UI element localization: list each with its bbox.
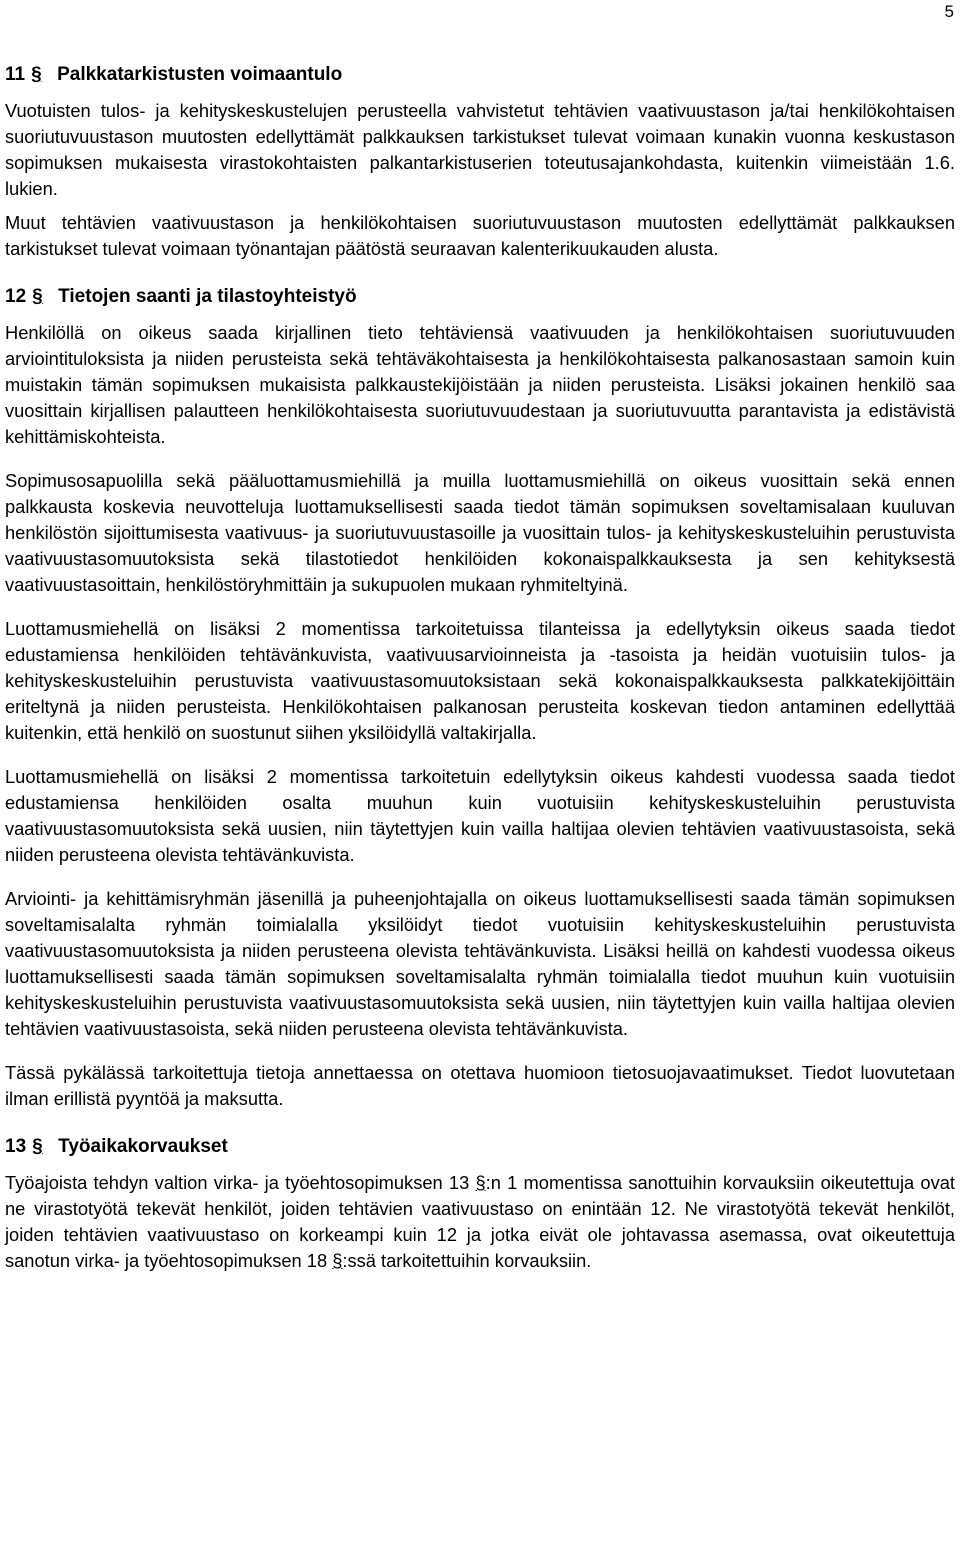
text-run: :ssä tarkoitettuihin korvauksiin. (342, 1250, 592, 1271)
paragraph: Sopimusosapuolilla sekä pääluottamusmiehillä ja muilla luottamusmiehillä on oikeus vuosittain sekä ennen palkkausta koskevia neuvotteluja luottamuksellisesti saada tiedot tämän sopimuksen soveltamisalaan kuuluvan henkilöstön sijoittumisesta vaativuus- ja suoriutuvuustasoille ja vuosittain tulos- ja kehityskeskusteluihin perustuvista vaativuustasomuutoksista sekä tilastotiedot henkilöiden kokonaispalkkauksesta ja sen kehityksestä vaativuustasoittain, henkilöstöryhmittäin ja sukupuolen mukaan ryhmiteltyinä. (5, 470, 955, 595)
section-symbol: § (475, 1172, 486, 1193)
section-number: 11 (5, 64, 26, 85)
section-title: Tietojen saanti ja tilastoyhteistyö (58, 286, 357, 307)
section-symbol: § (332, 1250, 343, 1271)
paragraph: Vuotuisten tulos- ja kehityskeskustelujen perusteella vahvistetut tehtävien vaativuustason ja/tai henkilökohtaisen suoriutuvuustason muutosten edellyttämät palkkauksen tarkistukset tulevat voimaan kunakin vuonna keskustason sopimuksen mukaisesta virastokohtaisten palkantarkistuserien toteutusajankohdasta, kuitenkin viimeistään 1.6. lukien. (5, 100, 955, 199)
paragraph: Muut tehtävien vaativuustason ja henkilökohtaisen suoriutuvuustason muutosten edellyttämät palkkauksen tarkistukset tulevat voimaan työnantajan päätöstä seuraavan kalenterikuukauden alusta. (5, 212, 955, 259)
section-title: Palkkatarkistusten voimaantulo (57, 64, 343, 85)
section-number: 13 (5, 1136, 27, 1157)
paragraph: Arviointi- ja kehittämisryhmän jäsenillä ja puheenjohtajalla on oikeus luottamuksellisesti saada tämän sopimuksen soveltamisalalta ryhmän toimialalla yksilöidyt tiedot vuotuisiin kehityskeskusteluihin perustuvista vaativuustasomuutoksista ja niiden perusteena olevista tehtävänkuvista. Lisäksi heillä on kahdesti vuodessa oikeus luottamuksellisesti saada tämän sopimuksen soveltamisalalta ryhmän toimialalla tiedot muuhun kuin vuotuisiin kehityskeskusteluihin perustuvista vaativuustasomuutoksista sekä uusien, niin täytettyjen kuin vailla haltijaa olevien tehtävien vaativuustasoista, sekä niiden perusteena olevista tehtävänkuvista. (5, 888, 955, 1039)
paragraph: Luottamusmiehellä on lisäksi 2 momentissa tarkoitetuissa tilanteissa ja edellytyksin oikeus saada tiedot edustamiensa henkilöiden tehtävänkuvista, vaativuusarvioinneista ja -tasoista ja heidän vuotuisiin tulos- ja kehityskeskusteluihin perustuvista vaativuustasomuutoksistaan sekä kokonaispalkkauksesta palkkatekijöittäin eriteltynä ja niiden perusteista. Henkilökohtaisen palkanosan perusteita koskevan tiedon antaminen edellyttää kuitenkin, että henkilö on suostunut siihen yksilöidyllä valtakirjalla. (5, 618, 955, 743)
document-body (5, 60, 955, 1274)
section-symbol: § (31, 64, 42, 85)
paragraph: Luottamusmiehellä on lisäksi 2 momentissa tarkoitetuin edellytyksin oikeus kahdesti vuodessa saada tiedot edustamiensa henkilöiden osalta muuhun kuin vuotuisiin kehityskeskusteluihin perustuvista vaativuustasomuutoksista sekä uusien, niin täytettyjen kuin vailla haltijaa olevien tehtävien vaativuustasoista, sekä niiden perusteena olevista tehtävänkuvista. (5, 766, 955, 865)
section-heading-12 (5, 282, 955, 312)
section-number: 12 (5, 286, 27, 307)
page-number: 5 (944, 2, 954, 21)
paragraph: Tässä pykälässä tarkoitettuja tietoja annettaessa on otettava huomioon tietosuojavaatimukset. Tiedot luovutetaan ilman erillistä pyyntöä ja maksutta. (5, 1062, 955, 1109)
text-run: :n 1 momentissa sanottuihin korvauksiin oikeutettuja ovat ne virastotyötä tekevät henkilöt, joiden tehtävien vaativuustaso on enintään 12. Ne virastotyötä tekevät henkilöt, joiden tehtävien vaativuustaso on korkeampi kuin 12 ja jotka eivät ole johtavassa asemassa, ovat oikeutettuja sanotun virka- ja työehtosopimuksen 18 (5, 1172, 955, 1271)
section-symbol: § (32, 286, 43, 307)
paragraph (5, 1170, 955, 1274)
section-heading-11 (5, 60, 955, 90)
section-symbol: § (32, 1136, 43, 1157)
text-run: Työajoista tehdyn valtion virka- ja työehtosopimuksen 13 (5, 1172, 476, 1193)
paragraph: Henkilöllä on oikeus saada kirjallinen tieto tehtäviensä vaativuuden ja henkilökohtaisen suoriutuvuuden arviointituloksista ja niiden perusteista sekä tehtäväkohtaisesta ja henkilökohtaisesta palkanosastaan samoin kuin muistakin tämän sopimuksen mukaisista palkkaustekijöistään ja niiden perusteista. Lisäksi jokainen henkilö saa vuosittain kirjallisen palautteen henkilökohtaisesta suoriutuvuudestaan ja suoriutuvuutta parantavista ja edistävistä kehittämiskohteista. (5, 322, 955, 447)
section-heading-13 (5, 1132, 955, 1162)
section-title: Työaikakorvaukset (58, 1136, 228, 1157)
